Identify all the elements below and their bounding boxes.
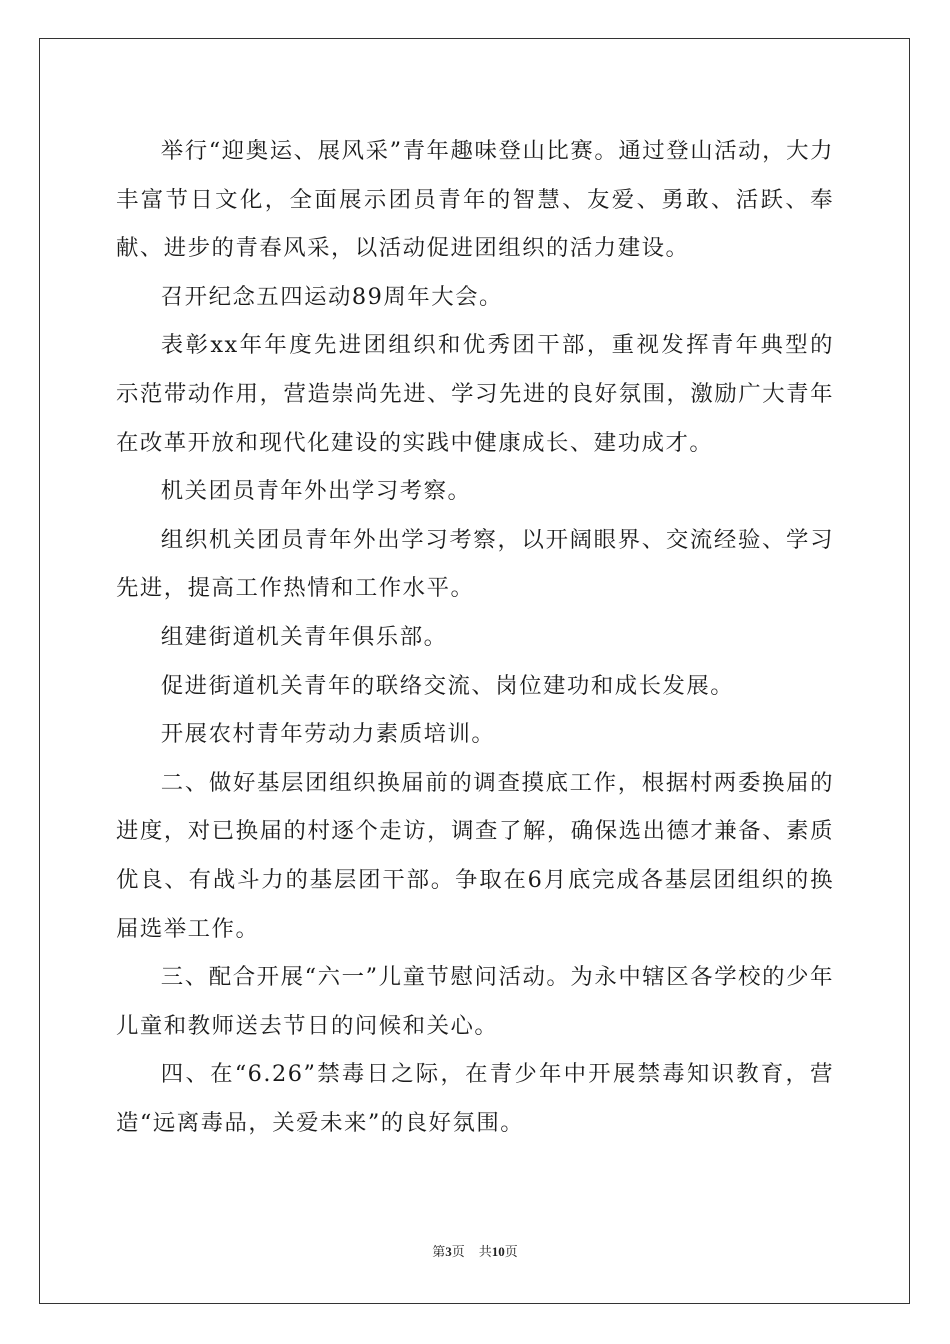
paragraph: 三、配合开展“六一”儿童节慰问活动。为永中辖区各学校的少年儿童和教师送去节日的问候和关心。: [116, 964, 834, 1039]
paragraph: 组织机关团员青年外出学习考察，以开阔眼界、交流经验、学习先进，提高工作热情和工作水平。: [116, 526, 834, 602]
total-prefix: 共: [478, 1244, 492, 1259]
paragraph: 机关团员青年外出学习考察。: [160, 478, 472, 505]
total-page-count: 10: [491, 1244, 505, 1259]
paragraph: 表彰xx年年度先进团组织和优秀团干部，重视发挥青年典型的示范带动作用，营造崇尚先进、学习先进的良好氛围，激励广大青年在改革开放和现代化建设的实践中健康成长、建功成才。: [116, 332, 834, 456]
paragraph: 二、做好基层团组织换届前的调查摸底工作，根据村两委换届的进度，对已换届的村逐个走访，调查了解，确保选出德才兼备、素质优良、有战斗力的基层团干部。争取在6月底完成各基层团组织的换届选举工作。: [116, 769, 834, 942]
paragraph: 举行“迎奥运、展风采”青年趣味登山比赛。通过登山活动，大力丰富节日文化，全面展示团员青年的智慧、友爱、勇敢、活跃、奉献、进步的青春风采，以活动促进团组织的活力建设。: [116, 138, 834, 262]
total-suffix: 页: [504, 1244, 518, 1259]
paragraph: 开展农村青年劳动力素质培训。: [160, 721, 496, 748]
paragraph: 促进街道机关青年的联络交流、岗位建功和成长发展。: [160, 672, 735, 699]
current-page-number: 3: [445, 1244, 452, 1259]
page-prefix: 第: [432, 1244, 446, 1259]
paragraph: 召开纪念五四运动89周年大会。: [160, 283, 503, 310]
paragraph: 组建街道机关青年俱乐部。: [160, 623, 448, 650]
document-body: [116, 127, 834, 1147]
page-footer: [0, 1243, 950, 1261]
paragraph: 四、在“6.26”禁毒日之际，在青少年中开展禁毒知识教育，营造“远离毒品，关爱未来”的良好氛围。: [116, 1061, 834, 1136]
page-suffix: 页: [451, 1244, 465, 1259]
